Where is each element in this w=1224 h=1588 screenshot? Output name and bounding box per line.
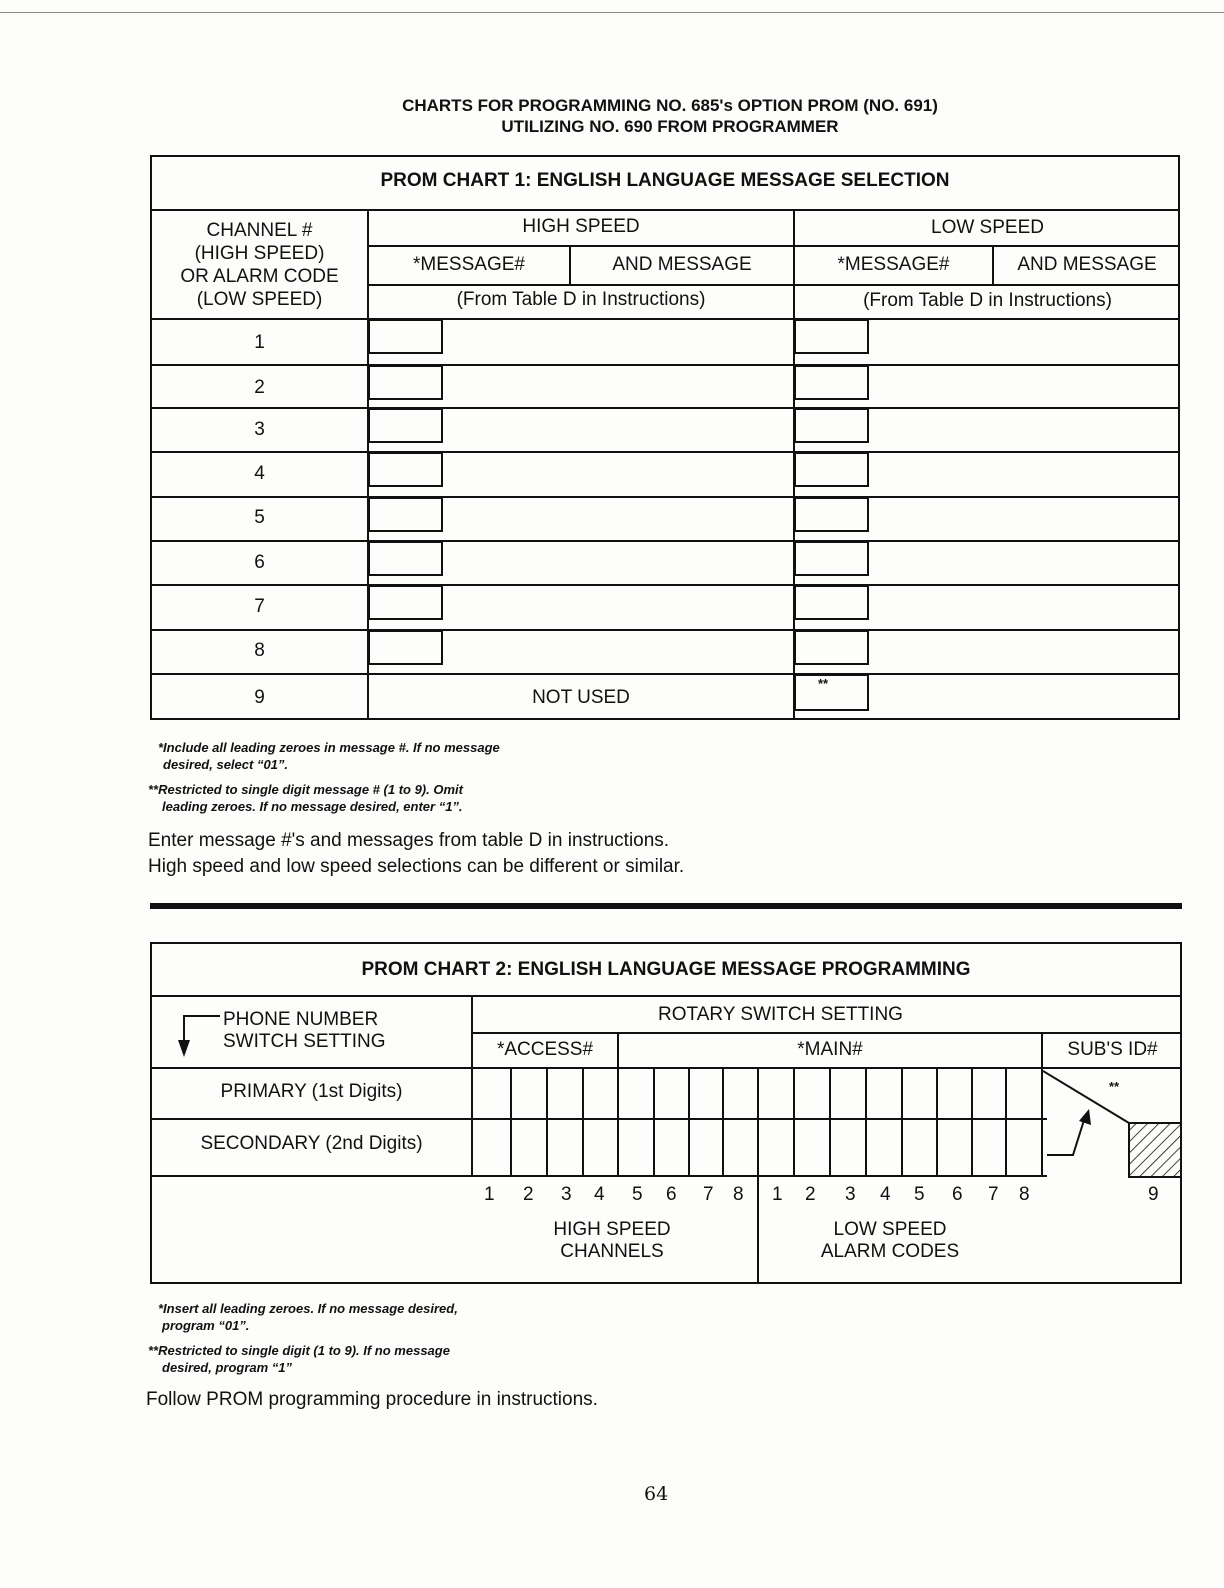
row-6-label: 6 (254, 552, 265, 573)
chart1-instructions: Enter message #'s and messages from table D in instructions. High speed and low speed selections can be different or similar. (148, 830, 685, 877)
chart2-note2: **Restricted to single digit (1 to 9). If no message desired, program “1” (148, 1343, 450, 1375)
low-msg-box[interactable] (795, 366, 869, 400)
access-header: *ACCESS# (496, 1039, 594, 1060)
chart2-title: PROM CHART 2: ENGLISH LANGUAGE MESSAGE PROGRAMMING (361, 959, 971, 980)
subs-double-star: ** (1109, 1079, 1120, 1094)
high-digit: 2 (523, 1184, 534, 1205)
rotary-switch-header: ROTARY SWITCH SETTING (658, 1004, 903, 1025)
high-speed-channels-label: HIGH SPEED CHANNELS (553, 1219, 671, 1262)
high-digit: 6 (666, 1184, 677, 1205)
high-message-num-header: *MESSAGE# (413, 254, 525, 275)
low-digit: 7 (988, 1184, 999, 1205)
subs-digit: 9 (1148, 1184, 1159, 1205)
low-msg-box[interactable] (795, 631, 869, 665)
high-msg-box[interactable] (369, 320, 443, 354)
low-digit: 4 (880, 1184, 891, 1205)
row-7-label: 7 (254, 596, 265, 617)
high-msg-box[interactable] (369, 586, 443, 620)
low-digit: 1 (772, 1184, 783, 1205)
high-digit: 5 (632, 1184, 643, 1205)
low-digit: 6 (952, 1184, 963, 1205)
high-from-table: (From Table D in Instructions) (456, 289, 706, 310)
phone-number-label: PHONE NUMBER (223, 1009, 379, 1030)
row-5-label: 5 (254, 507, 265, 528)
high-digit: 7 (703, 1184, 714, 1205)
row-1-label: 1 (254, 332, 265, 353)
chart1-note1: *Include all leading zeroes in message #. If no message desired, select “01”. (158, 740, 500, 772)
low-msg-box[interactable] (795, 320, 869, 354)
low-from-table: (From Table D in Instructions) (863, 290, 1112, 311)
high-digit: 4 (594, 1184, 605, 1205)
primary-row-label: PRIMARY (1st Digits) (220, 1081, 403, 1102)
low-msg-box[interactable] (795, 542, 869, 576)
low-speed-alarm-label: LOW SPEED ALARM CODES (820, 1219, 960, 1262)
low-msg-box[interactable] (795, 586, 869, 620)
not-used-label: NOT USED (532, 687, 630, 708)
high-digit: 3 (561, 1184, 572, 1205)
row-4-label: 4 (254, 463, 265, 484)
low-digit: 2 (805, 1184, 816, 1205)
high-and-message-header: AND MESSAGE (612, 254, 752, 275)
top-rule (0, 12, 1224, 13)
high-speed-header: HIGH SPEED (522, 216, 640, 237)
main-header: *MAIN# (797, 1039, 863, 1060)
high-digit: 1 (484, 1184, 495, 1205)
page-number: 64 (644, 1483, 669, 1505)
chart1-title: PROM CHART 1: ENGLISH LANGUAGE MESSAGE SELECTION (380, 170, 950, 191)
section-divider (150, 903, 1182, 909)
chart1-note2: **Restricted to single digit message # (1 to 9). Omit leading zeroes. If no message desired, enter “1”. (148, 782, 463, 814)
high-msg-box[interactable] (369, 542, 443, 576)
low-message-num-header: *MESSAGE# (837, 254, 950, 275)
low-msg-box[interactable] (795, 498, 869, 532)
row9-double-star: ** (818, 676, 829, 691)
high-msg-box[interactable] (369, 631, 443, 665)
row-3-label: 3 (254, 419, 265, 440)
row-2-label: 2 (254, 377, 265, 398)
page-title-line2: UTILIZING NO. 690 FROM PROGRAMMER (501, 117, 839, 136)
low-digit: 8 (1019, 1184, 1030, 1205)
secondary-row-label: SECONDARY (2nd Digits) (200, 1133, 423, 1154)
low-msg-box[interactable] (795, 409, 869, 443)
row-9-label: 9 (254, 687, 265, 708)
high-msg-box[interactable] (369, 366, 443, 400)
row-8-label: 8 (254, 640, 265, 661)
low-and-message-header: AND MESSAGE (1017, 254, 1157, 275)
chart2-instructions: Follow PROM programming procedure in instructions. (146, 1389, 598, 1410)
chart2-note1: *Insert all leading zeroes. If no message desired, program “01”. (158, 1301, 458, 1333)
low-speed-header: LOW SPEED (931, 217, 1044, 238)
high-digit: 8 (733, 1184, 744, 1205)
high-msg-box[interactable] (369, 409, 443, 443)
arrow-down-icon (172, 1010, 222, 1060)
low-digit: 5 (914, 1184, 925, 1205)
low-msg-box[interactable] (795, 453, 869, 487)
switch-setting-label: SWITCH SETTING (223, 1031, 386, 1052)
low-msg-box-9[interactable] (795, 675, 869, 711)
high-msg-box[interactable] (369, 453, 443, 487)
channel-header: CHANNEL # (HIGH SPEED) OR ALARM CODE (LOW SPEED) (180, 220, 339, 310)
subs-id-header: SUB'S ID# (1067, 1039, 1158, 1060)
low-digit: 3 (845, 1184, 856, 1205)
high-msg-box[interactable] (369, 498, 443, 532)
page-title-line1: CHARTS FOR PROGRAMMING NO. 685's OPTION PROM (NO. 691) (402, 96, 938, 115)
